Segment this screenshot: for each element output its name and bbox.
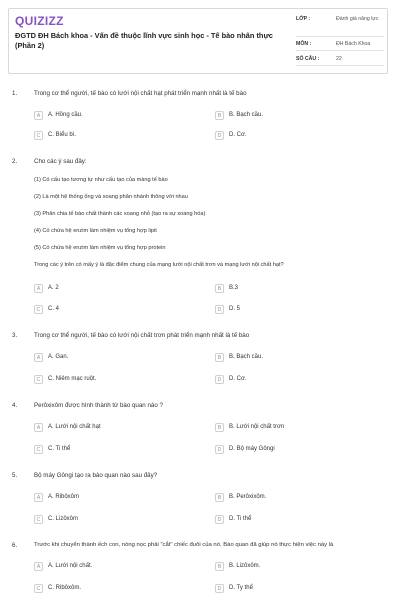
option-b[interactable] <box>215 353 385 365</box>
option-text: C. Biểu bì. <box>48 132 77 138</box>
option-a[interactable] <box>34 423 204 435</box>
option-d[interactable] <box>215 445 385 457</box>
option-text: B. Perôxixôm. <box>229 494 267 500</box>
option-letter-box: C <box>34 305 43 314</box>
question-text: Trong cơ thể người, tế bào có lưới nội chất hạt phát triển mạnh nhất là tế bào <box>34 90 247 97</box>
option-letter-box: A <box>34 493 43 502</box>
statement: (4) Có chứa hệ enzim làm nhiệm vụ tổng hợp lipit <box>34 228 157 234</box>
option-c[interactable] <box>34 584 204 596</box>
option-a[interactable] <box>34 493 204 505</box>
option-c[interactable] <box>34 131 204 143</box>
option-text: A. 2 <box>48 285 59 291</box>
option-text: D. Cơ. <box>229 132 247 138</box>
option-b[interactable] <box>215 562 385 574</box>
option-text: B. Bạch cầu. <box>229 354 264 360</box>
option-d[interactable] <box>215 515 385 527</box>
question-number: 3. <box>12 332 18 339</box>
option-text: A. Gan. <box>48 354 69 360</box>
question-number: 1. <box>12 90 18 97</box>
option-text: B. Lizôxôm. <box>229 563 261 569</box>
question-text: Trước khi chuyển thành ếch con, nòng nọc phải "cắt" chiếc đuôi của nó. Bào quan đã giúp nó thực hiện việc này là <box>34 542 334 548</box>
question-text: Trong cơ thể người, tế bào có lưới nội chất trơn phát triển mạnh nhất là tế bào <box>34 332 250 339</box>
option-text: C. 4 <box>48 306 60 312</box>
option-letter-box: B <box>215 353 224 362</box>
option-text: D. Ty thể <box>229 585 253 591</box>
option-text: C. Ti thể <box>48 446 71 452</box>
option-b[interactable] <box>215 284 385 296</box>
option-letter-box: A <box>34 284 43 293</box>
option-text: C. Ribôxôm. <box>48 585 82 591</box>
option-text: A. Lưới nội chất. <box>48 563 93 569</box>
meta-divider <box>296 36 384 37</box>
option-text: D. Bộ máy Gôngi <box>229 446 275 452</box>
option-text: A. Lưới nội chất hạt <box>48 424 101 430</box>
option-letter-box: D <box>215 375 224 384</box>
option-text: C. Lizôxôm <box>48 516 79 522</box>
question-text: Bộ máy Gôngi tạo ra bào quan nào sau đây? <box>34 472 158 479</box>
option-b[interactable] <box>215 423 385 435</box>
meta-count-value: 22 <box>336 56 342 62</box>
option-text: A. Ribôxôm <box>48 494 80 500</box>
option-letter-box: C <box>34 131 43 140</box>
option-letter-box: C <box>34 375 43 384</box>
option-letter-box: C <box>34 584 43 593</box>
option-c[interactable] <box>34 445 204 457</box>
meta-class-value: Đánh giá năng lực <box>336 16 379 22</box>
option-text: A. Hồng cầu. <box>48 112 83 118</box>
option-letter-box: B <box>215 284 224 293</box>
option-text: B.3 <box>229 285 239 291</box>
option-a[interactable] <box>34 284 204 296</box>
statement: (5) Có chứa hệ enzim làm nhiệm vụ tổng hợp protein <box>34 245 166 251</box>
option-letter-box: C <box>34 445 43 454</box>
question-text: Perôxixôm được hình thành từ bào quan nào ? <box>34 402 163 409</box>
statement: (2) Là một hệ thống ống và xoang phân nhánh thông với nhau <box>34 194 188 200</box>
option-letter-box: B <box>215 423 224 432</box>
option-letter-box: C <box>34 515 43 524</box>
meta-subject-value: ĐH Bách Khoa <box>336 41 371 47</box>
option-d[interactable] <box>215 375 385 387</box>
question-number: 5. <box>12 472 18 479</box>
option-letter-box: D <box>215 131 224 140</box>
option-c[interactable] <box>34 305 204 317</box>
option-b[interactable] <box>215 111 385 123</box>
option-letter-box: D <box>215 305 224 314</box>
question-number: 2. <box>12 158 18 165</box>
option-d[interactable] <box>215 131 385 143</box>
meta-class-label: LỚP : <box>296 16 311 22</box>
option-letter-box: A <box>34 423 43 432</box>
option-text: C. Niêm mạc ruột. <box>48 376 97 382</box>
option-letter-box: B <box>215 493 224 502</box>
statement: (1) Có cấu tạo tương tự như cấu tạo của màng tế bào <box>34 177 168 183</box>
quizizz-logo: QUIZIZZ <box>15 14 64 28</box>
option-a[interactable] <box>34 111 204 123</box>
option-letter-box: A <box>34 111 43 120</box>
option-text: B. Lưới nội chất trơn <box>229 424 285 430</box>
option-letter-box: D <box>215 584 224 593</box>
question-number: 6. <box>12 542 18 549</box>
meta-divider <box>296 65 384 66</box>
option-text: D. Ti thể <box>229 516 252 522</box>
question-number: 4. <box>12 402 18 409</box>
option-letter-box: D <box>215 445 224 454</box>
meta-count-label: SỐ CÂU : <box>296 56 320 62</box>
option-letter-box: D <box>215 515 224 524</box>
option-c[interactable] <box>34 515 204 527</box>
option-c[interactable] <box>34 375 204 387</box>
option-letter-box: B <box>215 562 224 571</box>
option-text: B. Bạch cầu. <box>229 112 264 118</box>
question-text: Cho các ý sau đây: <box>34 158 87 165</box>
meta-divider <box>296 50 384 51</box>
option-d[interactable] <box>215 305 385 317</box>
worksheet-title: ĐGTD ĐH Bách khoa - Vấn đề thuộc lĩnh vực sinh học - Tế bào nhân thực (Phần 2) <box>15 31 273 50</box>
statement: (3) Phân chia tế bào chất thành các xoang nhỏ (tạo ra sự xoang hóa) <box>34 211 206 217</box>
option-text: D. Cơ. <box>229 376 247 382</box>
option-letter-box: B <box>215 111 224 120</box>
question-prompt: Trong các ý trên có mấy ý là đặc điểm chung của mạng lưới nội chất trơn và mạng lưới nội chất hạt? <box>34 262 284 268</box>
meta-subject-label: MÔN : <box>296 41 312 47</box>
option-text: D. 5 <box>229 306 241 312</box>
option-a[interactable] <box>34 562 204 574</box>
option-d[interactable] <box>215 584 385 596</box>
option-letter-box: A <box>34 353 43 362</box>
option-a[interactable] <box>34 353 204 365</box>
option-b[interactable] <box>215 493 385 505</box>
option-letter-box: A <box>34 562 43 571</box>
